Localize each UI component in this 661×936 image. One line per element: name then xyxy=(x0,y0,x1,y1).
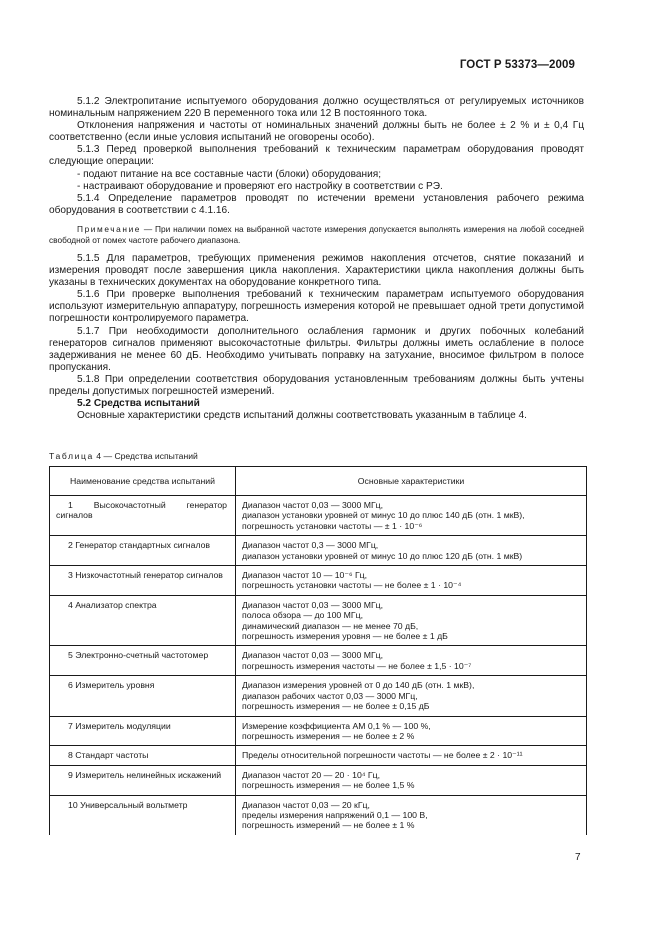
characteristic-line: диапазон установки уровней от минус 10 до плюс 140 дБ (отн. 1 мкВ), xyxy=(242,510,525,521)
paragraph-5-1-3: 5.1.3 Перед проверкой выполнения требований к техническим параметрам оборудования проводят следующие операции: xyxy=(49,144,584,168)
paragraph-5-2: Основные характеристики средств испытаний должны соответствовать указанным в таблице 4. xyxy=(77,410,527,422)
equipment-name-cell xyxy=(50,646,236,676)
section-title: 5.2 Средства испытаний xyxy=(77,398,200,410)
row-number: 8 xyxy=(68,750,73,761)
characteristic-line: полоса обзора — до 100 МГц, xyxy=(242,610,363,621)
equipment-name: Анализатор спектра xyxy=(72,599,157,610)
row-number: 1 xyxy=(68,500,73,510)
characteristic-line: динамический диапазон — не менее 70 дБ, xyxy=(242,620,419,631)
table-row xyxy=(50,746,587,765)
characteristic-line: Диапазон частот 10 — 10⁻⁶ Гц, xyxy=(242,570,368,581)
row-number: 10 xyxy=(68,799,78,810)
characteristic-line: диапазон установки уровней от минус 10 до плюс 120 дБ (отн. 1 мкВ) xyxy=(242,550,523,561)
paragraph-5-1-7: 5.1.7 При необходимости дополнительного ослабления гармоник и других побочных колебаний генераторов сигналов применяют высокочастотные фильтры. Фильтры должны иметь ослабление в полосе задерживания не менее 60 дБ. Необходимо учитывать поправку на затухание, вносимое фильтром в полосе пропускания. xyxy=(49,325,584,373)
note-label: Примечание xyxy=(77,223,142,234)
characteristic-line: погрешность установки частоты — не более ± 1 · 10⁻⁴ xyxy=(242,580,462,591)
equipment-name: Универсальный вольтметр xyxy=(77,799,188,810)
equipment-table xyxy=(49,466,587,835)
column-header-name: Наименование средства испытаний xyxy=(50,467,236,496)
characteristic-line: погрешность измерений — не более ± 1 % xyxy=(242,820,415,831)
characteristic-line: Пределы относительной погрешности частоты — не более ± 2 · 10⁻¹¹ xyxy=(242,750,523,761)
bullet-item: - подают питание на все составные части (блоки) оборудования; xyxy=(77,168,381,180)
table-header-row xyxy=(50,467,587,496)
characteristic-line: диапазон рабочих частот 0,03 — 3000 МГц, xyxy=(242,690,418,701)
paragraph-5-1-2: 5.1.2 Электропитание испытуемого оборудования должно осуществляться от регулируемых источников номинальным напряжением 220 В переменного тока или 12 В постоянного тока. xyxy=(49,96,584,120)
characteristics-cell xyxy=(236,795,587,835)
row-number: 2 xyxy=(68,540,73,551)
row-number: 5 xyxy=(68,650,73,661)
characteristic-line: Диапазон частот 0,03 — 3000 МГц, xyxy=(242,599,384,610)
table-row xyxy=(50,536,587,566)
characteristics-cell xyxy=(236,536,587,566)
equipment-name: Измеритель уровня xyxy=(72,680,155,691)
equipment-name-cell xyxy=(50,566,236,596)
characteristic-line: погрешность измерения — не более ± 2 % xyxy=(242,730,415,741)
characteristic-line: Диапазон частот 0,3 — 3000 МГц, xyxy=(242,540,379,551)
equipment-name-cell xyxy=(50,716,236,746)
characteristic-line: погрешность измерения уровня — не более ± 1 дБ xyxy=(242,631,448,642)
table-row xyxy=(50,795,587,835)
paragraph-5-1-4: 5.1.4 Определение параметров проводят по истечении времени установления рабочего режима оборудования в соответствии с 4.1.16. xyxy=(49,192,584,216)
equipment-name-cell xyxy=(50,765,236,795)
table-row xyxy=(50,676,587,716)
bullet-item: - настраивают оборудование и проверяют его настройку в соответствии с РЭ. xyxy=(77,180,443,192)
row-number: 7 xyxy=(68,720,73,731)
row-number: 3 xyxy=(68,570,73,581)
equipment-name: Низкочастотный генератор сигналов xyxy=(72,570,223,581)
paragraph-5-1-5: 5.1.5 Для параметров, требующих применения режимов накопления отсчетов, снятие показаний и измерения проводят после завершения цикла накопления. Характеристики цикла накопления должны быть указаны в технических документах на оборудование конкретного типа. xyxy=(49,252,584,289)
equipment-name-cell xyxy=(50,746,236,765)
row-number: 9 xyxy=(68,769,73,780)
table-row xyxy=(50,595,587,646)
document-code: ГОСТ Р 53373—2009 xyxy=(459,59,575,71)
equipment-name: Стандарт частоты xyxy=(72,750,149,761)
characteristic-line: пределы измерения напряжений 0,1 — 100 В, xyxy=(242,809,428,820)
characteristic-line: Измерение коэффициента АМ 0,1 % — 100 %, xyxy=(242,720,431,731)
paragraph-5-1-8: 5.1.8 При определении соответствия оборудования установленным требованиям должны быть учтены пределы допустимых погрешностей измерений. xyxy=(49,373,584,397)
note xyxy=(49,224,584,246)
characteristic-line: Диапазон частот 0,03 — 3000 МГц, xyxy=(242,650,384,661)
characteristic-line: погрешность измерения — не более 1,5 % xyxy=(242,780,415,791)
table-row xyxy=(50,646,587,676)
row-number: 6 xyxy=(68,680,73,691)
row-number: 4 xyxy=(68,599,73,610)
characteristics-cell xyxy=(236,595,587,646)
equipment-name-cell xyxy=(50,595,236,646)
characteristic-line: Диапазон частот 20 — 20 · 10⁴ Гц, xyxy=(242,769,381,780)
page-number: 7 xyxy=(575,852,581,863)
paragraph-deviation: Отклонения напряжения и частоты от номинальных значений должны быть не более ± 2 % и ± 0,4 Гц соответственно (если иные условия испытаний не оговорены особо). xyxy=(49,120,584,144)
characteristics-cell xyxy=(236,566,587,596)
equipment-name: Измеритель модуляции xyxy=(72,720,171,731)
table-row xyxy=(50,496,587,536)
characteristic-line: погрешность установки частоты — ± 1 · 10⁻⁶ xyxy=(242,520,423,531)
characteristic-line: погрешность измерения частоты — не более ± 1,5 · 10⁻⁷ xyxy=(242,660,472,671)
characteristics-cell xyxy=(236,646,587,676)
equipment-name: Измеритель нелинейных искажений xyxy=(72,769,222,780)
table-caption-label: Таблица xyxy=(49,451,94,461)
characteristics-cell xyxy=(236,716,587,746)
characteristics-cell xyxy=(236,496,587,536)
table-row xyxy=(50,765,587,795)
table-row xyxy=(50,566,587,596)
equipment-name: Генератор стандартных сигналов xyxy=(72,540,211,551)
characteristics-cell xyxy=(236,746,587,765)
characteristics-cell xyxy=(236,765,587,795)
table-row xyxy=(50,716,587,746)
paragraph-5-1-6: 5.1.6 При проверке выполнения требований к техническим параметрам испытуемого оборудования используют измерительную аппаратуру, погрешность измерения которой не превышает одной трети допустимой погрешности контролируемого параметра. xyxy=(49,289,584,325)
body-text xyxy=(49,96,584,422)
equipment-name: Электронно-счетный частотомер xyxy=(72,650,209,661)
column-header-characteristics: Основные характеристики xyxy=(236,467,587,496)
table-caption-title: 4 — Средства испытаний xyxy=(93,451,198,461)
equipment-name-cell xyxy=(50,795,236,835)
characteristic-line: Диапазон частот 0,03 — 3000 МГц, xyxy=(242,500,384,510)
characteristic-line: Диапазон измерения уровней от 0 до 140 дБ (отн. 1 мкВ), xyxy=(242,680,475,691)
characteristics-cell xyxy=(236,676,587,716)
table-caption xyxy=(49,451,198,461)
equipment-name: Высокочастотный генератор сигналов xyxy=(56,500,227,521)
equipment-name-cell xyxy=(50,676,236,716)
table-body xyxy=(50,496,587,835)
note-text: — При наличии помех на выбранной частоте измерения допускается выполнять измерения на любой соседней свободной от помех частоте рабочего диапазона. xyxy=(49,223,584,245)
equipment-name-cell xyxy=(50,496,236,536)
characteristic-line: Диапазон частот 0,03 — 20 кГц, xyxy=(242,799,370,810)
equipment-name-cell xyxy=(50,536,236,566)
characteristic-line: погрешность измерения — не более ± 0,15 дБ xyxy=(242,701,430,712)
